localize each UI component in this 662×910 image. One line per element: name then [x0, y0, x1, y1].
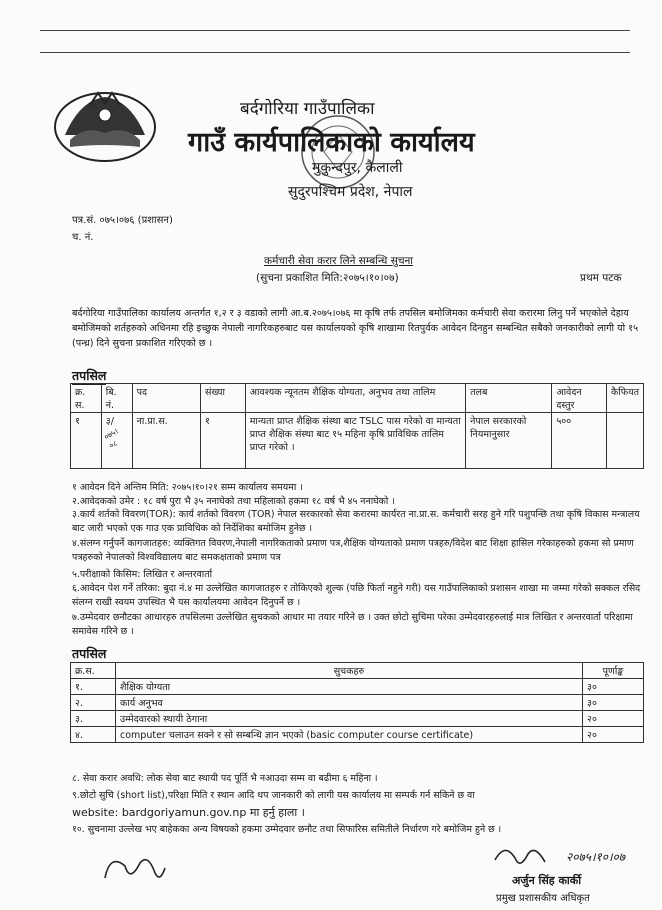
criteria-marks: २०	[583, 727, 644, 743]
vacancy-table	[70, 383, 644, 469]
col-indicator: सुचकहरु	[116, 663, 583, 679]
top-rule	[40, 30, 630, 31]
criteria-header-row	[71, 663, 644, 679]
ad-no-text: ३/	[105, 416, 114, 427]
footer-note-10: १०. सुचनामा उल्लेख भए बाहेकका अन्य विषयको हकमा उम्मेदवार छनौट तथा सिफारिस समितीले निर्धारण गरे बमोजिम हुने छ ।	[72, 824, 502, 835]
criteria-sn: २.	[71, 695, 116, 711]
criteria-table	[70, 662, 644, 743]
condition-6: ६.आवेदन पेश गर्ने तरिका: बुदा नं.४ मा उल्लेखित कागजातहरु र तोकिएको शुल्क (पछि फिर्ता नहुने गरी) यस गाउँपालिकाको प्रशासन शाखा मा जम्मा गरेको सक्कल रसिद संलग्न राखी स्वयम उपस्थित भै यस कार्यालयमा आवेदन दिनुपर्ने छ ।	[72, 583, 641, 608]
office-title: गाउँ कार्यपालिकाको कार्यालय	[188, 127, 475, 158]
nepal-emblem-icon	[50, 85, 160, 165]
condition-4: ४.संलग्न गर्नुपर्ने कागजातहरु: व्यक्तिगत विवरण,नेपाली नागरिकताको प्रमाण पत्र,शैक्षिक योग्यताको प्रमाण पत्रहरु/विदेश बाट शिक्षा हासिल गरेकाहरुको हकमा सो प्रमाण पत्रहरुको नेपालको विश्वविद्यालय बाट समकक्षताको प्रमाण पत्र	[72, 538, 634, 563]
col-qualification: आवश्यक न्यूनतम शैक्षिक योग्यता, अनुभव तथा तालिम	[245, 384, 465, 413]
notice-title: कर्मचारी सेवा करार लिने सम्बन्धि सुचना	[264, 255, 414, 267]
top-rule-2	[40, 52, 630, 53]
col-full-marks: पूर्णाङ्क	[583, 663, 644, 679]
table-row	[71, 711, 644, 727]
criteria-name: शैक्षिक योग्यता	[116, 679, 583, 695]
col-post: पद	[132, 384, 200, 413]
handwritten-note: ०७५।०८	[102, 426, 120, 451]
condition-2: २.आवेदकको उमेर : १८ वर्ष पुरा भै ३५ ननाघेको तथा महिलाको हकमा १८ वर्ष भै ४५ ननाघेको ।	[72, 496, 395, 507]
office-place: मुकुन्दपुर, कैलाली	[312, 160, 403, 176]
left-signature-icon	[100, 848, 170, 888]
criteria-marks: ३०	[583, 679, 644, 695]
table1-label: तपसिल	[72, 368, 107, 383]
condition-3: ३.कार्य शर्तको विवरण(TOR): कार्य शर्तको विवरण (TOR) नेपाल सरकारको सेवा करारमा कार्यरत ना.प्रा.स. कर्मचारी सरह हुने गरि पशुपन्छि तथा कृषि विकास मन्त्रालय बाट जारी भएको एक गाउ एक प्राविधिक को निर्देशिका बमोजिम हुनेछ ।	[72, 509, 640, 534]
footer-website: website: bardgoriyamun.gov.np मा हर्नु हाला ।	[72, 806, 305, 819]
cell-sn: १	[71, 413, 102, 469]
criteria-marks: २०	[583, 711, 644, 727]
criteria-name: computer चलाउन सक्ने र सो सम्बन्धि ज्ञान भएको (basic computer course certificate)	[116, 727, 583, 743]
office-province: सुदुरपश्चिम प्रदेश, नेपाल	[288, 184, 413, 200]
criteria-marks: ३०	[583, 695, 644, 711]
notice-published-date: (सुचना प्रकाशित मिति:२०७५।१०।०७)	[256, 272, 399, 284]
table-row	[71, 413, 644, 469]
cell-post: ना.प्रा.स.	[132, 413, 200, 469]
condition-1: १ आवेदन दिने अन्तिम मिति: २०७५।१०।२१ सम्म कार्यालय समयमा ।	[72, 482, 303, 493]
cell-count: १	[201, 413, 246, 469]
cell-ad-no	[101, 413, 132, 469]
criteria-sn: ४.	[71, 727, 116, 743]
dispatch-number: च. नं.	[72, 232, 94, 243]
first-time-label: प्रथम पटक	[580, 272, 622, 284]
signatory-name: अर्जुन सिंह कार्की	[512, 874, 582, 887]
criteria-name: उम्मेदवारको स्थायी ठेगाना	[116, 711, 583, 727]
criteria-sn: ३.	[71, 711, 116, 727]
condition-7: ७.उम्मेदवार छनौटका आधारहरु तपसिलमा उल्लेखित सुचकको आधार मा तयार गरिने छ । उक्त छोटो सुचिमा परेका उम्मेदवारहरुलाई मात्र लिखित र अन्तरवार्ता परिक्षामा समावेस गरिने छ ।	[72, 612, 633, 637]
col-salary: तलब	[466, 384, 552, 413]
signature-date: २०७५।१०।०७	[566, 850, 626, 864]
cell-fee: ५००	[552, 413, 607, 469]
table-row	[71, 695, 644, 711]
col-sn2: क्र.स.	[71, 663, 116, 679]
reference-number: पत्र.सं. ०७५।०७६ (प्रशासन)	[72, 215, 173, 226]
col-count: संख्या	[201, 384, 246, 413]
vacancy-header-row	[71, 384, 644, 413]
table-row	[71, 679, 644, 695]
cell-remarks	[606, 413, 643, 469]
col-ad-no: बि. नं.	[101, 384, 132, 413]
cell-salary: नेपाल सरकारको नियमानुसार	[466, 413, 552, 469]
criteria-name: कार्य अनुभव	[116, 695, 583, 711]
table2-label: तपसिल	[72, 646, 107, 661]
col-sn: क्र. स.	[71, 384, 102, 413]
col-remarks: कैफियत	[606, 384, 643, 413]
condition-5: ५.परीक्षाको किसिम: लिखित र अन्तरवार्ता	[72, 569, 212, 580]
municipality-name: बर्दगोरिया गाउँपालिका	[240, 99, 375, 119]
table-row	[71, 727, 644, 743]
footer-note-8: ८. सेवा करार अवधि: लोक सेवा बाट स्थायी पद पूर्ति भै नआउदा सम्म वा बढीमा ६ महिना ।	[72, 773, 378, 784]
col-fee: आवेदन दस्तुर	[552, 384, 607, 413]
criteria-sn: १.	[71, 679, 116, 695]
notice-intro: बर्दगोरिया गाउँपालिका कार्यालय अन्तर्गत १,२ र ३ वडाको लागी आ.ब.२०७५।०७६ मा कृषि तर्फ तपसिल बमोजिमका कर्मचारी सेवा करारमा लिनु पर्ने भएकोले देहाय बमोजिमको शर्तहरुको अधिनमा रहि इच्छुक नेपाली नागरिकहरुबाट यस कार्यालयको कृषि शाखामा रितपुर्वक आवेदन दिनहुन सम्बन्धित सबैको जनकारीको लागी यो १५ (पन्ध्र) दिने सुचना प्रकाशित गरिएको छ ।	[72, 308, 639, 349]
cell-qualification: मान्यता प्राप्त शैक्षिक संस्था बाट TSLC पास गरेको वा मान्यता प्राप्त शैक्षिक संस्था बाट १५ महिना कृषि प्राविधिक तालिम प्राप्त गरेको ।	[245, 413, 465, 469]
signatory-title: प्रमुख प्रशासकीय अधिकृत	[496, 893, 590, 904]
footer-note-9: ९.छोटो सुचि (short list),परिक्षा मिति र स्थान आदि थप जानकारी को लागी यस कार्यालय मा सम्पर्क गर्न सकिने छ वा	[72, 790, 475, 801]
